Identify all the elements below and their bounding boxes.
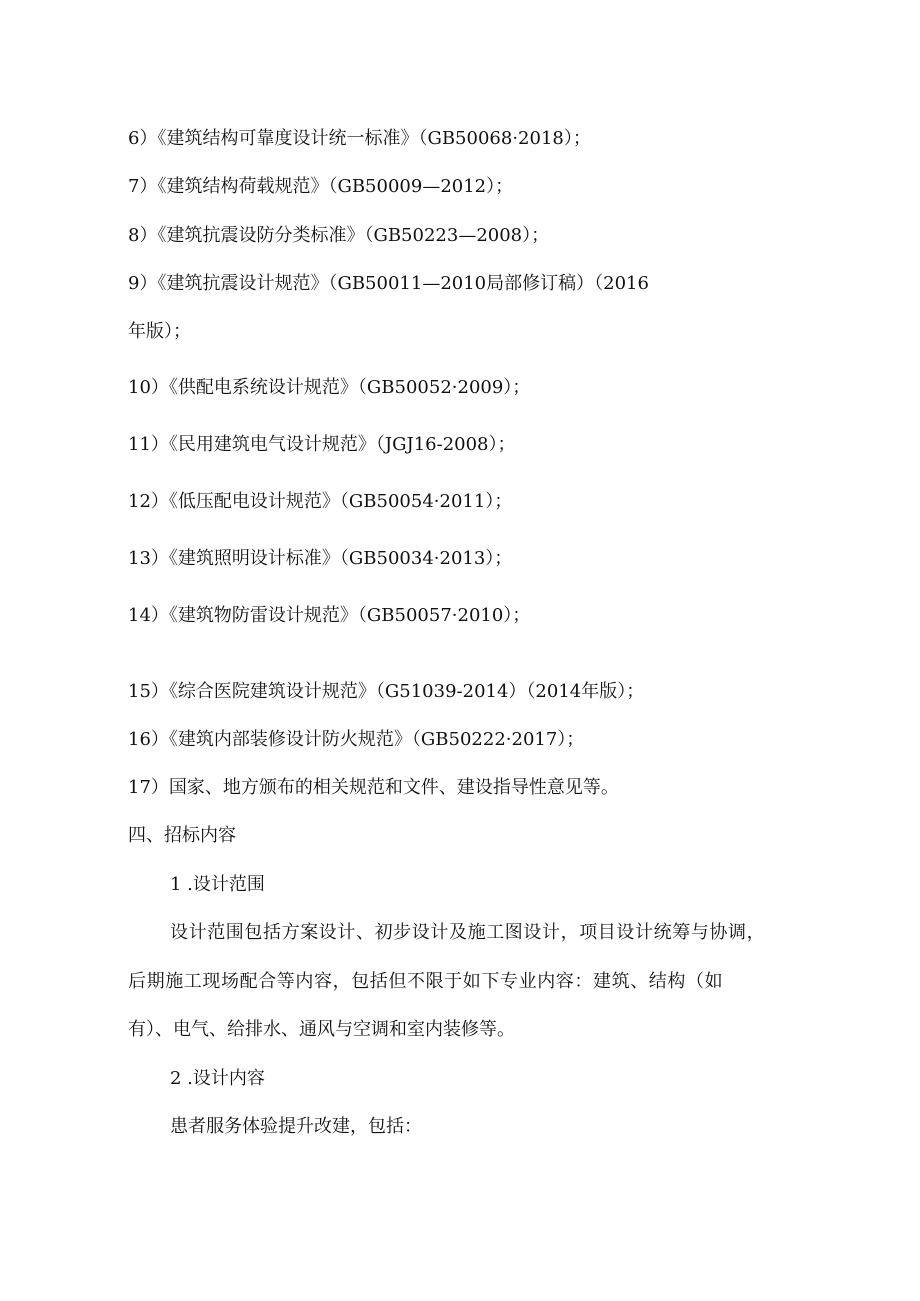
reference-item-6: 6）《建筑结构可靠度设计统一标准》（GB50068·2018）； (128, 128, 591, 149)
reference-item-12: 12）《低压配电设计规范》（GB50054·2011）； (128, 491, 513, 512)
subsection-title-design-content: 2 .设计内容 (170, 1068, 265, 1089)
reference-item-10: 10）《供配电系统设计规范》（GB50052·2009）； (128, 377, 531, 398)
reference-item-8: 8）《建筑抗震设防分类标准》（GB50223—2008）； (128, 225, 550, 246)
reference-item-11: 11）《民用建筑电气设计规范》（JGJ16-2008）； (128, 434, 516, 455)
reference-item-7: 7）《建筑结构荷载规范》（GB50009—2012）； (128, 176, 514, 197)
paragraph-line: 后期施工现场配合等内容，包括但不限于如下专业内容：建筑、结构（如 (128, 971, 724, 992)
reference-item-15: 15）《综合医院建筑设计规范》（G51039-2014）（2014年版）； (128, 681, 645, 702)
reference-item-13: 13）《建筑照明设计标准》（GB50034·2013）； (128, 548, 513, 569)
reference-item-16: 16）《建筑内部装修设计防火规范》（GB50222·2017）； (128, 729, 585, 750)
paragraph-line: 设计范围包括方案设计、初步设计及施工图设计，项目设计统筹与协调， (170, 922, 766, 943)
reference-item-17: 17）国家、地方颁布的相关规范和文件、建设指导性意见等。 (128, 777, 619, 798)
subsection-title-design-scope: 1 .设计范围 (170, 874, 265, 895)
section-heading: 四、招标内容 (128, 825, 236, 846)
paragraph-line: 有）、电气、给排水、通风与空调和室内装修等。 (128, 1019, 515, 1040)
reference-item-14: 14）《建筑物防雷设计规范》（GB50057·2010）； (128, 605, 531, 626)
paragraph-line: 患者服务体验提升改建，包括： (170, 1116, 422, 1137)
reference-item-9: 9）《建筑抗震设计规范》（GB50011—2010局部修订稿）（2016 (128, 273, 649, 294)
reference-item-9-continued: 年版）； (128, 321, 191, 342)
